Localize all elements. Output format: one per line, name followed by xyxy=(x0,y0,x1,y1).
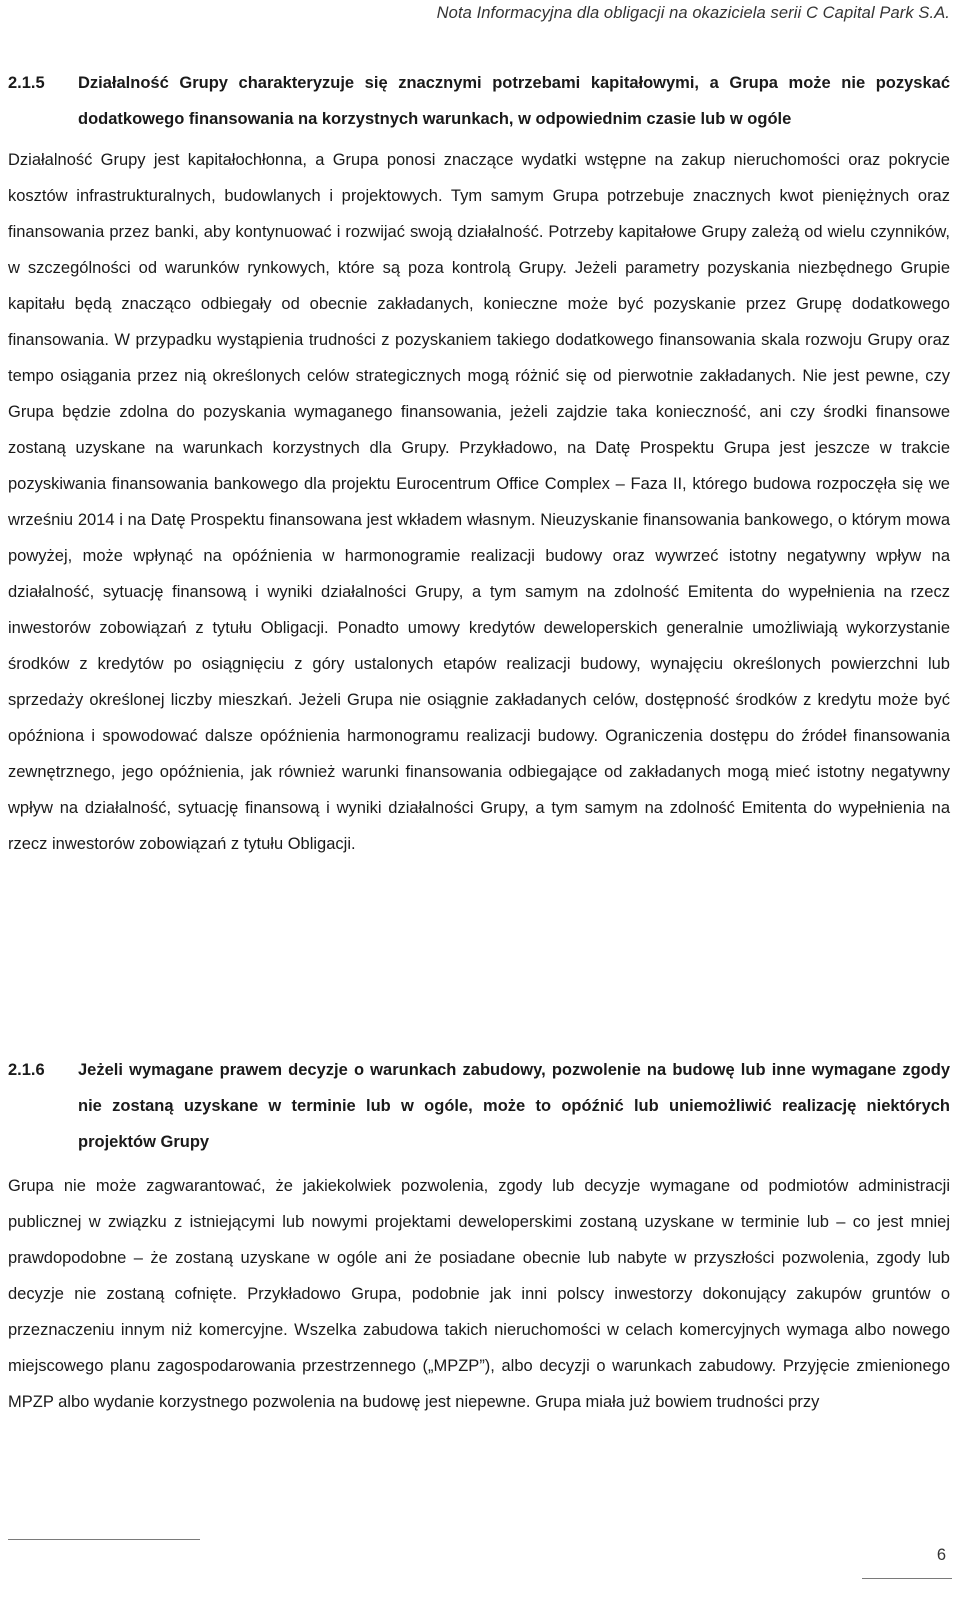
section-title: Działalność Grupy charakteryzuje się znacznymi potrzebami kapitałowymi, a Grupa może nie pozyskać dodatkowego finansowania na korzystnych warunkach, w odpowiednim czasie lub w ogóle xyxy=(78,74,950,128)
section-heading xyxy=(8,65,950,137)
section-2-1-6 xyxy=(8,1052,950,1420)
section-heading xyxy=(8,1052,950,1160)
section-title: Jeżeli wymagane prawem decyzje o warunkach zabudowy, pozwolenie na budowę lub inne wymagane zgody nie zostaną uzyskane w terminie lub w ogóle, może to opóźnić lub uniemożliwić realizację niektórych projektów Grupy xyxy=(78,1061,950,1151)
section-number: 2.1.5 xyxy=(8,74,45,92)
page-number-underline xyxy=(862,1578,952,1579)
running-header: Nota Informacyjna dla obligacji na okaziciela serii C Capital Park S.A. xyxy=(436,4,950,22)
section-body: Grupa nie może zagwarantować, że jakiekolwiek pozwolenia, zgody lub decyzje wymagane od podmiotów administracji publicznej w związku z istniejącymi lub nowymi projektami deweloperskimi zostaną uzyskane w terminie lub – co jest mniej prawdopodobne – że zostaną uzyskane w ogóle ani że posiadane obecnie lub nabyte w przyszłości pozwolenia, zgody lub decyzje nie zostaną cofnięte. Przykładowo Grupa, podobnie jak inni polscy inwestorzy dokonujący zakupów gruntów o przeznaczeniu innym niż komercyjne. Wszelka zabudowa takich nieruchomości w celach komercyjnych wymaga albo nowego miejscowego planu zagospodarowania przestrzennego („MPZP”), albo decyzji o warunkach zabudowy. Przyjęcie zmienionego MPZP albo wydanie korzystnego pozwolenia na budowę jest niepewne. Grupa miała już bowiem trudności przy xyxy=(8,1177,950,1411)
footer-divider xyxy=(8,1539,200,1540)
section-body: Działalność Grupy jest kapitałochłonna, a Grupa ponosi znaczące wydatki wstępne na zakup nieruchomości oraz pokrycie kosztów infrastrukturalnych, budowlanych i projektowych. Tym samym Grupa potrzebuje znacznych kwot pieniężnych oraz finansowania przez banki, aby kontynuować i rozwijać swoją działalność. Potrzeby kapitałowe Grupy zależą od wielu czynników, w szczególności od warunków rynkowych, które są poza kontrolą Grupy. Jeżeli parametry pozyskania niezbędnego Grupie kapitału będą znacząco odbiegały od obecnie zakładanych, konieczne może być pozyskanie przez Grupę dodatkowego finansowania. W przypadku wystąpienia trudności z pozyskaniem takiego dodatkowego finansowania skala rozwoju Grupy oraz tempo osiągania przez nią określonych celów strategicznych mogą różnić się od pierwotnie zakładanych. Nie jest pewne, czy Grupa będzie zdolna do pozyskania wymaganego finansowania, jeżeli zajdzie taka konieczność, ani czy środki finansowe zostaną uzyskane na warunkach korzystnych dla Grupy. Przykładowo, na Datę Prospektu Grupa jest jeszcze w trakcie pozyskiwania finansowania bankowego dla projektu Eurocentrum Office Complex – Faza II, którego budowa rozpoczęła się we wrześniu 2014 i na Datę Prospektu finansowana jest wkładem własnym. Nieuzyskanie finansowania bankowego, o którym mowa powyżej, może wpłynąć na opóźnienia w harmonogramie realizacji budowy oraz wywrzeć istotny negatywny wpływ na działalność, sytuację finansową i wyniki działalności Grupy, a tym samym na zdolność Emitenta do wypełnienia na rzecz inwestorów zobowiązań z tytułu Obligacji. Ponadto umowy kredytów deweloperskich generalnie umożliwiają wykorzystanie środków z kredytów po osiągnięciu z góry ustalonych etapów realizacji budowy, wynajęciu określonych powierzchni lub sprzedaży określonej liczby mieszkań. Jeżeli Grupa nie osiągnie zakładanych celów, dostępność środków z kredytu może być opóźniona i spowodować dalsze opóźnienia harmonogramu realizacji budowy. Ograniczenia dostępu do źródeł finansowania zewnętrznego, jego opóźnienia, jak również warunki finansowania odbiegające od zakładanych mogą mieć istotny negatywny wpływ na działalność, sytuację finansową i wyniki działalności Grupy, a tym samym na zdolność Emitenta do wypełnienia na rzecz inwestorów zobowiązań z tytułu Obligacji. xyxy=(8,151,950,853)
section-2-1-5 xyxy=(8,65,950,862)
section-number: 2.1.6 xyxy=(8,1061,45,1079)
page-number: 6 xyxy=(936,1546,946,1564)
